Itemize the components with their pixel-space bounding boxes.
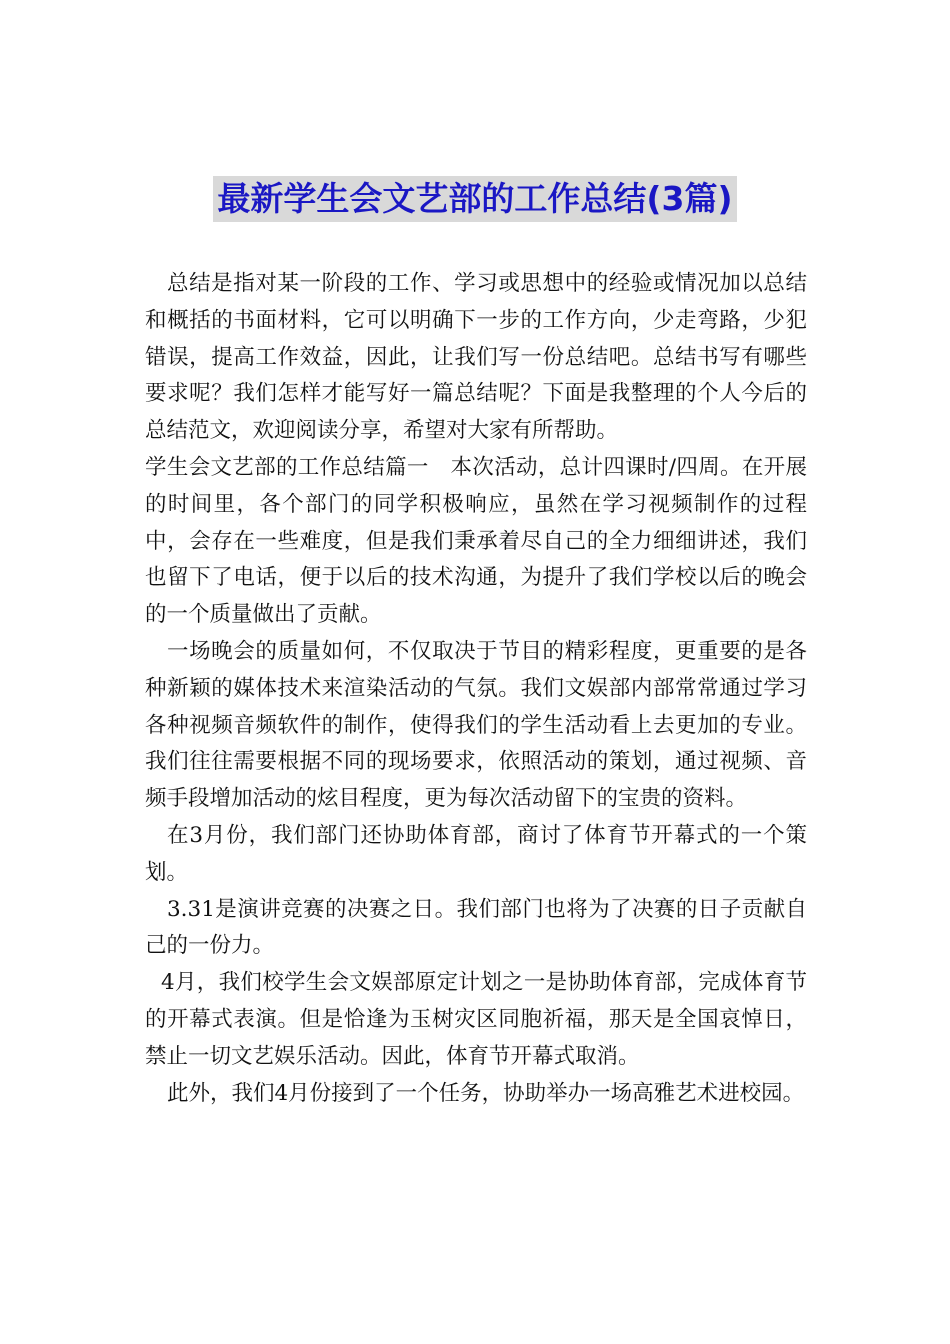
intro-paragraph: 总结是指对某一阶段的工作、学习或思想中的经验或情况加以总结和概括的书面材料，它可以明确下一步的工作方向，少走弯路，少犯错误，提高工作效益，因此，让我们写一份总结吧。总结书写有哪些要求呢？我们怎样才能写好一篇总结呢？下面是我整理的个人今后的总结范文，欢迎阅读分享，希望对大家有所帮助。 (145, 271, 807, 444)
body-paragraph: 一场晚会的质量如何，不仅取决于节目的精彩程度，更重要的是各种新颖的媒体技术来渲染活动的气氛。我们文娱部内部常常通过学习各种视频音频软件的制作，使得我们的学生活动看上去更加的专业。我们往往需要根据不同的现场要求，依照活动的策划，通过视频、音频手段增加活动的炫目程度，更为每次活动留下的宝贵的资料。 (145, 638, 807, 812)
section-one-paragraph: 学生会文艺部的工作总结篇一 本次活动，总计四课时/四周。在开展的时间里，各个部门的同学积极响应，虽然在学习视频制作的过程中，会存在一些难度，但是我们秉承着尽自己的全力细细讲述，我们也留下了电话，便于以后的技术沟通，为提升了我们学校以后的晚会的一个质量做出了贡献。 (145, 454, 807, 628)
document-body (145, 266, 807, 1112)
body-paragraph: 3.31是演讲竞赛的决赛之日。我们部门也将为了决赛的日子贡献自己的一份力。 (145, 896, 807, 959)
body-paragraph: 4月，我们校学生会文娱部原定计划之一是协助体育部，完成体育节的开幕式表演。但是恰逢为玉树灾区同胞祈福，那天是全国哀悼日，禁止一切文艺娱乐活动。因此，体育节开幕式取消。 (145, 970, 807, 1069)
document-title: 最新学生会文艺部的工作总结(3篇) (213, 176, 736, 222)
title-block (0, 176, 950, 222)
body-paragraph: 在3月份，我们部门还协助体育部，商讨了体育节开幕式的一个策划。 (145, 822, 807, 885)
body-paragraph: 此外，我们4月份接到了一个任务，协助举办一场高雅艺术进校园。 (167, 1080, 805, 1106)
